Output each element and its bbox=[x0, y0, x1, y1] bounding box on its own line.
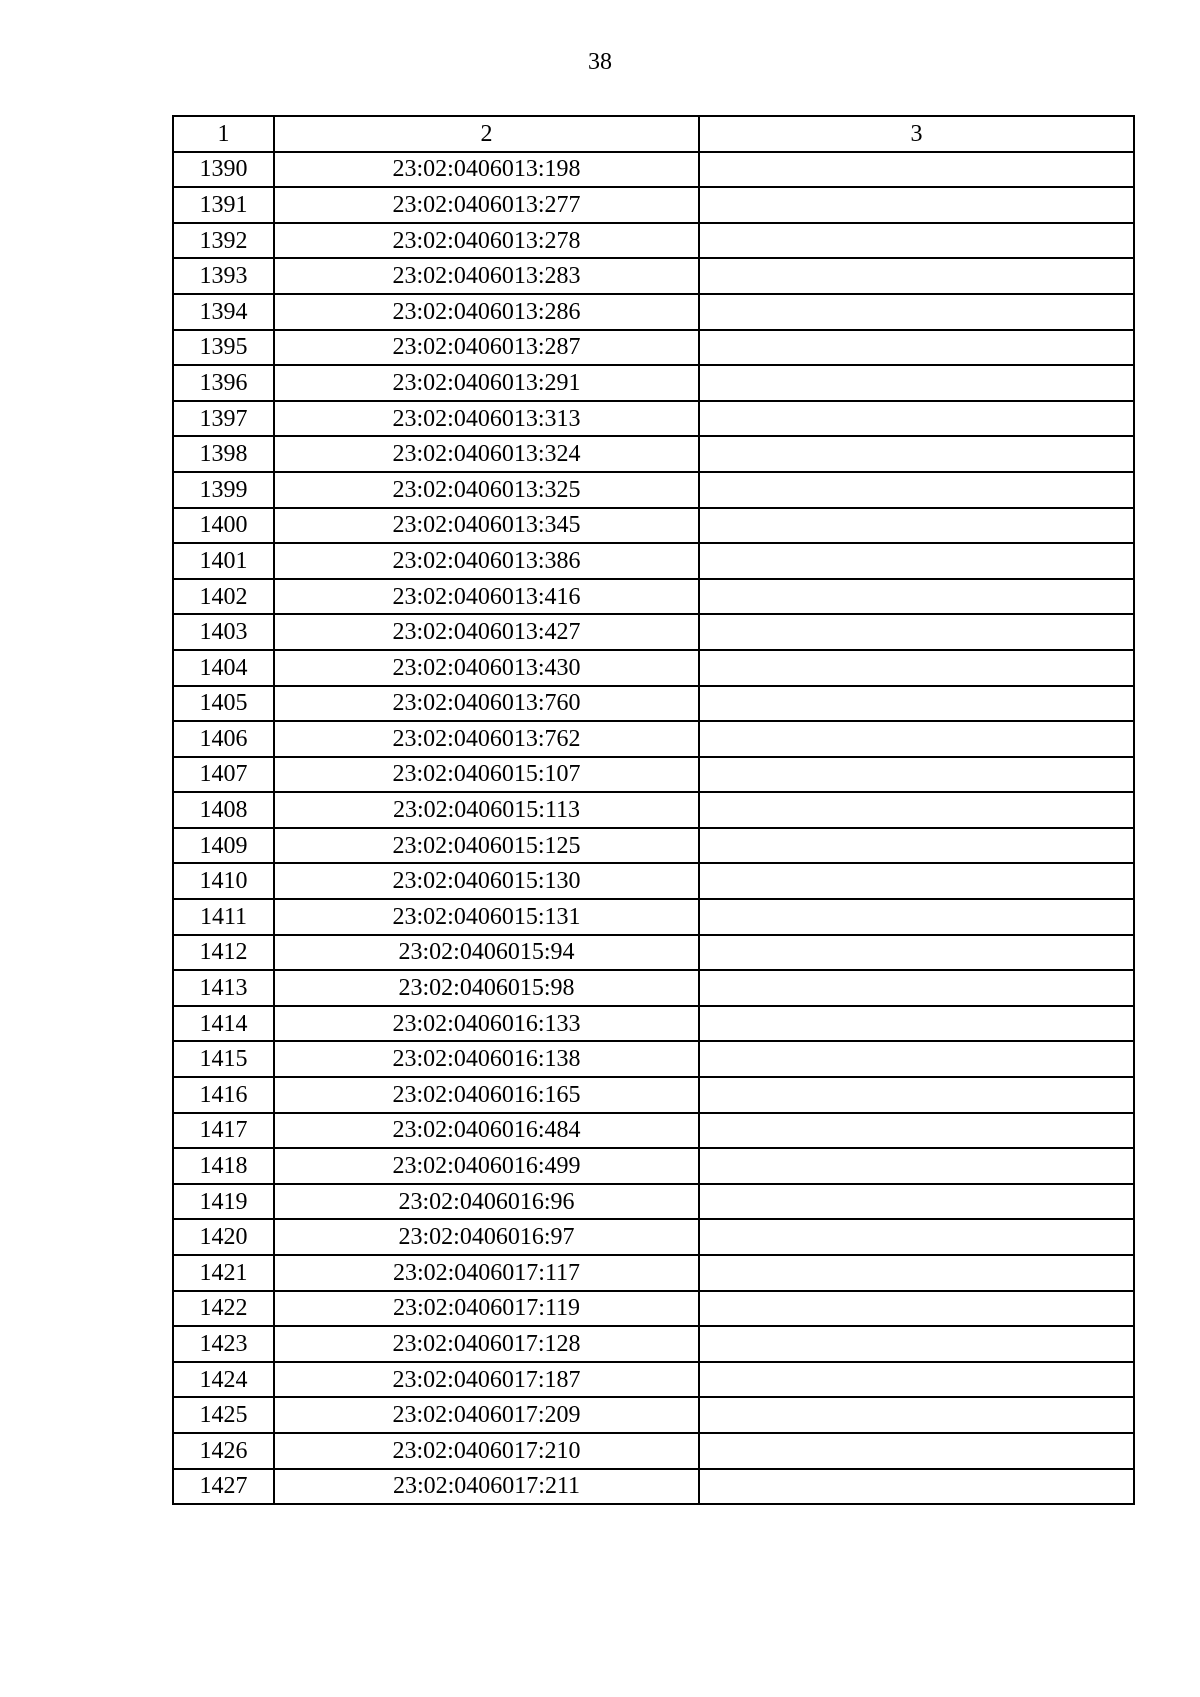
row-number-cell: 1410 bbox=[173, 863, 274, 899]
column-header-1: 1 bbox=[173, 116, 274, 152]
cadastral-number-cell: 23:02:0406016:484 bbox=[274, 1113, 699, 1149]
row-number-cell: 1420 bbox=[173, 1219, 274, 1255]
table-row bbox=[173, 899, 1134, 935]
cadastral-number-cell: 23:02:0406016:96 bbox=[274, 1184, 699, 1220]
note-cell bbox=[699, 436, 1134, 472]
note-cell bbox=[699, 1077, 1134, 1113]
row-number-cell: 1390 bbox=[173, 152, 274, 188]
row-number-cell: 1394 bbox=[173, 294, 274, 330]
table-row bbox=[173, 1469, 1134, 1505]
table-row bbox=[173, 1291, 1134, 1327]
cadastral-number-cell: 23:02:0406016:97 bbox=[274, 1219, 699, 1255]
row-number-cell: 1396 bbox=[173, 365, 274, 401]
table-row bbox=[173, 1219, 1134, 1255]
cadastral-number-cell: 23:02:0406015:107 bbox=[274, 757, 699, 793]
row-number-cell: 1399 bbox=[173, 472, 274, 508]
page-number: 38 bbox=[588, 49, 612, 75]
table-row bbox=[173, 223, 1134, 259]
row-number-cell: 1393 bbox=[173, 258, 274, 294]
table-row bbox=[173, 508, 1134, 544]
cadastral-number-cell: 23:02:0406015:94 bbox=[274, 935, 699, 971]
table-row bbox=[173, 187, 1134, 223]
row-number-cell: 1418 bbox=[173, 1148, 274, 1184]
note-cell bbox=[699, 1255, 1134, 1291]
cadastral-number-cell: 23:02:0406013:324 bbox=[274, 436, 699, 472]
table-row bbox=[173, 1397, 1134, 1433]
row-number-cell: 1411 bbox=[173, 899, 274, 935]
note-cell bbox=[699, 1113, 1134, 1149]
note-cell bbox=[699, 970, 1134, 1006]
note-cell bbox=[699, 1469, 1134, 1505]
cadastral-number-cell: 23:02:0406015:130 bbox=[274, 863, 699, 899]
note-cell bbox=[699, 1291, 1134, 1327]
cadastral-number-cell: 23:02:0406013:345 bbox=[274, 508, 699, 544]
table-row bbox=[173, 686, 1134, 722]
cadastral-number-cell: 23:02:0406017:187 bbox=[274, 1362, 699, 1398]
row-number-cell: 1405 bbox=[173, 686, 274, 722]
note-cell bbox=[699, 1219, 1134, 1255]
note-cell bbox=[699, 828, 1134, 864]
note-cell bbox=[699, 1041, 1134, 1077]
note-cell bbox=[699, 365, 1134, 401]
row-number-cell: 1413 bbox=[173, 970, 274, 1006]
note-cell bbox=[699, 1184, 1134, 1220]
note-cell bbox=[699, 401, 1134, 437]
row-number-cell: 1422 bbox=[173, 1291, 274, 1327]
cadastral-number-cell: 23:02:0406017:119 bbox=[274, 1291, 699, 1327]
cadastral-number-cell: 23:02:0406013:277 bbox=[274, 187, 699, 223]
cadastral-number-cell: 23:02:0406017:210 bbox=[274, 1433, 699, 1469]
table-row bbox=[173, 1433, 1134, 1469]
note-cell bbox=[699, 792, 1134, 828]
cadastral-number-cell: 23:02:0406013:416 bbox=[274, 579, 699, 615]
row-number-cell: 1414 bbox=[173, 1006, 274, 1042]
cadastral-number-cell: 23:02:0406013:427 bbox=[274, 614, 699, 650]
cadastral-number-cell: 23:02:0406013:278 bbox=[274, 223, 699, 259]
row-number-cell: 1397 bbox=[173, 401, 274, 437]
table-row bbox=[173, 152, 1134, 188]
note-cell bbox=[699, 650, 1134, 686]
note-cell bbox=[699, 1397, 1134, 1433]
table-row bbox=[173, 757, 1134, 793]
table-row bbox=[173, 970, 1134, 1006]
table-row bbox=[173, 614, 1134, 650]
table-row bbox=[173, 543, 1134, 579]
cadastral-number-cell: 23:02:0406013:760 bbox=[274, 686, 699, 722]
note-cell bbox=[699, 1362, 1134, 1398]
table-row bbox=[173, 472, 1134, 508]
note-cell bbox=[699, 543, 1134, 579]
cadastral-number-cell: 23:02:0406017:117 bbox=[274, 1255, 699, 1291]
cadastral-number-cell: 23:02:0406013:283 bbox=[274, 258, 699, 294]
table-row bbox=[173, 258, 1134, 294]
cadastral-number-cell: 23:02:0406017:209 bbox=[274, 1397, 699, 1433]
note-cell bbox=[699, 579, 1134, 615]
cadastral-number-cell: 23:02:0406016:138 bbox=[274, 1041, 699, 1077]
note-cell bbox=[699, 863, 1134, 899]
table-row bbox=[173, 863, 1134, 899]
table-row bbox=[173, 365, 1134, 401]
row-number-cell: 1419 bbox=[173, 1184, 274, 1220]
cadastral-number-cell: 23:02:0406017:211 bbox=[274, 1469, 699, 1505]
table-row bbox=[173, 1184, 1134, 1220]
table-row bbox=[173, 792, 1134, 828]
table-row bbox=[173, 294, 1134, 330]
cadastral-table bbox=[172, 115, 1135, 1505]
row-number-cell: 1412 bbox=[173, 935, 274, 971]
column-header-3: 3 bbox=[699, 116, 1134, 152]
note-cell bbox=[699, 1006, 1134, 1042]
cadastral-number-cell: 23:02:0406013:325 bbox=[274, 472, 699, 508]
cadastral-number-cell: 23:02:0406016:499 bbox=[274, 1148, 699, 1184]
note-cell bbox=[699, 1433, 1134, 1469]
note-cell bbox=[699, 614, 1134, 650]
table-row bbox=[173, 579, 1134, 615]
note-cell bbox=[699, 686, 1134, 722]
row-number-cell: 1417 bbox=[173, 1113, 274, 1149]
cadastral-number-cell: 23:02:0406017:128 bbox=[274, 1326, 699, 1362]
note-cell bbox=[699, 757, 1134, 793]
note-cell bbox=[699, 472, 1134, 508]
cadastral-number-cell: 23:02:0406013:287 bbox=[274, 330, 699, 366]
table-row bbox=[173, 1326, 1134, 1362]
row-number-cell: 1416 bbox=[173, 1077, 274, 1113]
note-cell bbox=[699, 294, 1134, 330]
row-number-cell: 1392 bbox=[173, 223, 274, 259]
row-number-cell: 1400 bbox=[173, 508, 274, 544]
table-row bbox=[173, 1255, 1134, 1291]
row-number-cell: 1404 bbox=[173, 650, 274, 686]
cadastral-number-cell: 23:02:0406013:198 bbox=[274, 152, 699, 188]
row-number-cell: 1425 bbox=[173, 1397, 274, 1433]
cadastral-number-cell: 23:02:0406013:430 bbox=[274, 650, 699, 686]
cadastral-number-cell: 23:02:0406015:131 bbox=[274, 899, 699, 935]
row-number-cell: 1423 bbox=[173, 1326, 274, 1362]
cadastral-number-cell: 23:02:0406015:113 bbox=[274, 792, 699, 828]
row-number-cell: 1407 bbox=[173, 757, 274, 793]
cadastral-number-cell: 23:02:0406013:386 bbox=[274, 543, 699, 579]
cadastral-number-cell: 23:02:0406015:125 bbox=[274, 828, 699, 864]
row-number-cell: 1403 bbox=[173, 614, 274, 650]
column-header-2: 2 bbox=[274, 116, 699, 152]
cadastral-number-cell: 23:02:0406016:133 bbox=[274, 1006, 699, 1042]
row-number-cell: 1408 bbox=[173, 792, 274, 828]
table-row bbox=[173, 1077, 1134, 1113]
row-number-cell: 1401 bbox=[173, 543, 274, 579]
table-row bbox=[173, 330, 1134, 366]
note-cell bbox=[699, 1148, 1134, 1184]
cadastral-number-cell: 23:02:0406015:98 bbox=[274, 970, 699, 1006]
row-number-cell: 1415 bbox=[173, 1041, 274, 1077]
row-number-cell: 1395 bbox=[173, 330, 274, 366]
row-number-cell: 1409 bbox=[173, 828, 274, 864]
table-row bbox=[173, 1113, 1134, 1149]
table-row bbox=[173, 650, 1134, 686]
note-cell bbox=[699, 721, 1134, 757]
table-row bbox=[173, 721, 1134, 757]
cadastral-number-cell: 23:02:0406016:165 bbox=[274, 1077, 699, 1113]
cadastral-number-cell: 23:02:0406013:286 bbox=[274, 294, 699, 330]
table-row bbox=[173, 1006, 1134, 1042]
note-cell bbox=[699, 223, 1134, 259]
table-row bbox=[173, 401, 1134, 437]
note-cell bbox=[699, 152, 1134, 188]
row-number-cell: 1402 bbox=[173, 579, 274, 615]
table-row bbox=[173, 1041, 1134, 1077]
table-row bbox=[173, 828, 1134, 864]
note-cell bbox=[699, 258, 1134, 294]
table-body bbox=[173, 152, 1134, 1505]
cadastral-number-cell: 23:02:0406013:291 bbox=[274, 365, 699, 401]
row-number-cell: 1391 bbox=[173, 187, 274, 223]
row-number-cell: 1427 bbox=[173, 1469, 274, 1505]
row-number-cell: 1421 bbox=[173, 1255, 274, 1291]
note-cell bbox=[699, 899, 1134, 935]
row-number-cell: 1406 bbox=[173, 721, 274, 757]
cadastral-number-cell: 23:02:0406013:762 bbox=[274, 721, 699, 757]
note-cell bbox=[699, 1326, 1134, 1362]
table-row bbox=[173, 1362, 1134, 1398]
note-cell bbox=[699, 187, 1134, 223]
note-cell bbox=[699, 330, 1134, 366]
table-row bbox=[173, 1148, 1134, 1184]
note-cell bbox=[699, 508, 1134, 544]
table-header-row bbox=[173, 116, 1134, 152]
cadastral-number-cell: 23:02:0406013:313 bbox=[274, 401, 699, 437]
row-number-cell: 1398 bbox=[173, 436, 274, 472]
table-row bbox=[173, 935, 1134, 971]
row-number-cell: 1426 bbox=[173, 1433, 274, 1469]
table-row bbox=[173, 436, 1134, 472]
note-cell bbox=[699, 935, 1134, 971]
row-number-cell: 1424 bbox=[173, 1362, 274, 1398]
